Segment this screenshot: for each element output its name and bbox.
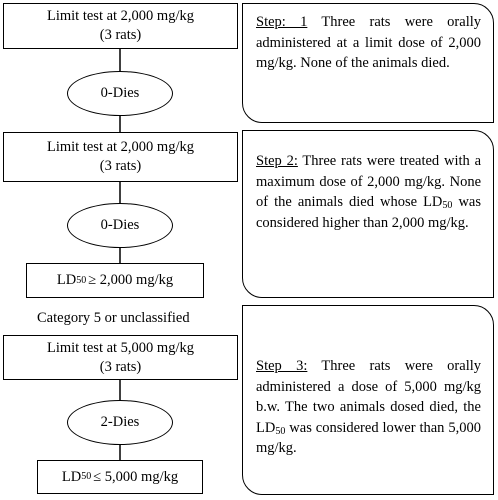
ld50-label-2: LD (61, 468, 82, 485)
step-1-heading: Step: 1 (256, 14, 308, 30)
ld50-value-2: ≤ 5,000 mg/kg (93, 468, 179, 485)
step-2-heading: Step 2: (256, 153, 298, 169)
outcome-1-label: 0-Dies (100, 85, 140, 101)
step-3-note (242, 305, 494, 495)
step-2-note (242, 130, 494, 298)
ld50-result-box-2: LD 50 ≤ 5,000 mg/kg (37, 460, 203, 494)
step-3-text-b: was considered lower than 5,000 mg/kg. (256, 419, 481, 456)
outcome-oval-3 (67, 400, 173, 445)
step-1-text: Three rats were orally administered at a limit dose of 2,000 mg/kg. None of the animals died. (256, 14, 481, 71)
ld50-label-1: LD (56, 272, 77, 288)
outcome-oval-1 (67, 71, 173, 116)
step-3-heading: Step 3: (256, 358, 308, 374)
outcome-2-label: 0-Dies (100, 217, 140, 233)
step-1-note (242, 3, 494, 123)
step-3-text-a: Three rats were orally administered a dose of 5,000 mg/kg b.w. The two animals dosed died, the LD (256, 358, 481, 436)
step-2-ld50-subscript: 50 (442, 200, 453, 211)
limit-test-3-label: Limit test at 5,000 mg/kg (46, 339, 194, 356)
limit-test-2-label: Limit test at 2,000 mg/kg (46, 139, 194, 155)
category-label: Category 5 or unclassified (37, 310, 190, 326)
ld50-value-1: ≥ 2,000 mg/kg (88, 272, 174, 288)
outcome-3-label: 2-Dies (100, 414, 140, 430)
ld50-result-box-1: LD 50 ≥ 2,000 mg/kg (26, 263, 204, 298)
step-2-text-b: was considered higher than 2,000 mg/kg. (256, 194, 481, 231)
limit-test-box-3 (3, 335, 238, 380)
step-3-ld50-subscript: 50 (275, 425, 286, 437)
limit-test-box-2 (3, 132, 238, 182)
limit-test-1-label: Limit test at 2,000 mg/kg (46, 8, 194, 24)
limit-test-3-subjects: (3 rats) (99, 358, 142, 375)
step-2-text-a: Three rats were treated with a maximum dose of 2,000 mg/kg. None of the animals died whose LD (256, 153, 482, 210)
outcome-oval-2 (67, 203, 173, 248)
limit-test-2-subjects: (3 rats) (99, 158, 142, 174)
limit-test-1-subjects: (3 rats) (99, 27, 142, 43)
limit-test-box-1 (3, 3, 238, 49)
